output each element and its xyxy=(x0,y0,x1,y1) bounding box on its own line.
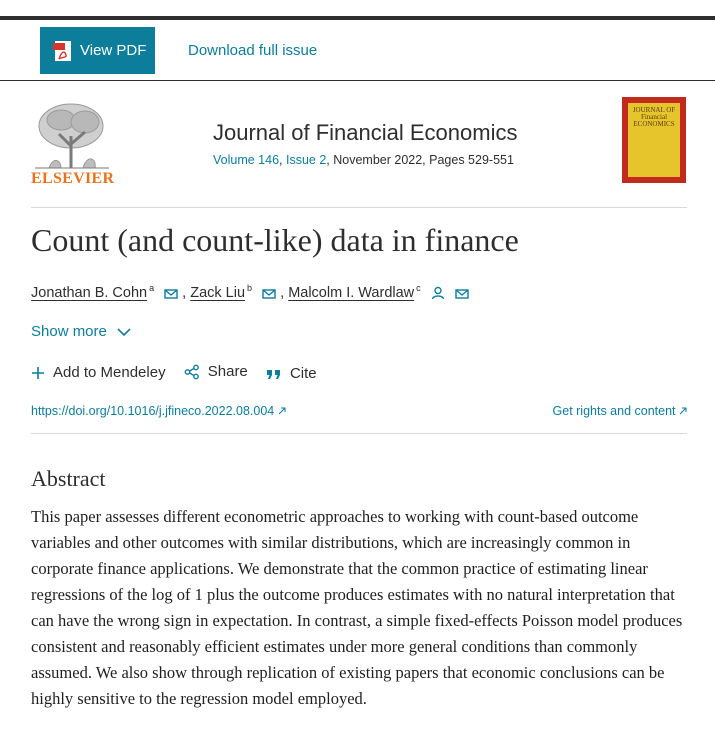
author-link-cohn[interactable]: Jonathan B. Cohn xyxy=(31,285,148,301)
plus-icon xyxy=(31,366,45,380)
author-affil-liu[interactable]: b xyxy=(247,283,253,293)
quote-icon xyxy=(266,368,282,380)
journal-cover-image[interactable] xyxy=(622,97,686,183)
pdf-icon xyxy=(52,39,74,63)
share-icon xyxy=(184,364,200,380)
issue-date-pages: , November 2022, Pages 529-551 xyxy=(326,153,514,167)
doi-text: https://doi.org/10.1016/j.jfineco.2022.08.004 xyxy=(31,404,275,418)
mail-icon[interactable] xyxy=(164,288,178,300)
abstract-text: This paper assesses different econometric approaches to working with count-based outcome variables and other outcomes with similar distributions, which are increasingly common in corporate finance applications. We demonstrate that the common practice of estimating linear regressions of the log of 1 plus the outcome produces estimates with no natural interpretation that can have the wrong sign in expectation. In contrast, a simple fixed-effects Poisson model produces consistent and reasonably efficient estimates under more general conditions than commonly assumed. We also show through replication of existing papers that economic conclusions can be highly sensitive to the regression model employed. xyxy=(31,507,683,708)
divider xyxy=(31,433,687,434)
get-rights-link[interactable] xyxy=(553,404,687,418)
external-link-icon xyxy=(278,407,286,415)
view-pdf-label: View PDF xyxy=(80,42,147,59)
cite-button[interactable] xyxy=(266,365,317,382)
mail-icon[interactable] xyxy=(455,288,469,300)
show-more-label: Show more xyxy=(31,323,107,340)
divider xyxy=(31,207,687,208)
abstract-heading: Abstract xyxy=(31,466,106,491)
publisher-wordmark[interactable]: ELSEVIER xyxy=(31,170,115,187)
article-title: Count (and count-like) data in finance xyxy=(31,222,519,258)
author-affil-cohn[interactable]: a xyxy=(149,283,155,293)
issue-link[interactable]: Issue 2 xyxy=(285,153,327,167)
chevron-down-icon xyxy=(117,328,131,337)
mail-icon[interactable] xyxy=(262,288,276,300)
volume-link[interactable]: Volume 146 xyxy=(213,153,280,167)
show-more-button[interactable] xyxy=(31,323,131,340)
add-to-mendeley-button[interactable] xyxy=(31,364,166,381)
journal-meta: Volume 146, Issue 2, November 2022, Pages 529-551 xyxy=(213,153,514,167)
external-link-icon xyxy=(679,407,687,415)
share-button[interactable] xyxy=(184,363,248,380)
author-affil-wardlaw[interactable]: c xyxy=(416,283,421,293)
rights-text: Get rights and content xyxy=(552,404,676,418)
download-full-issue-link[interactable]: Download full issue xyxy=(188,42,318,59)
article-toolbar xyxy=(0,20,715,81)
author-link-wardlaw[interactable]: Malcolm I. Wardlaw xyxy=(288,285,415,301)
author-list: Jonathan B. Cohn $^a$ , Zack Liu $^b$ , Malcolm I. Wardlaw $^c$ xyxy=(31,283,469,301)
cover-title: JOURNAL OF Financial ECONOMICS xyxy=(632,106,676,128)
view-pdf-button[interactable] xyxy=(40,27,155,74)
mendeley-label: Add to Mendeley xyxy=(53,364,166,381)
doi-link[interactable] xyxy=(31,404,286,418)
person-icon[interactable] xyxy=(431,286,445,300)
author-link-liu[interactable]: Zack Liu xyxy=(190,285,246,301)
cite-label: Cite xyxy=(289,365,317,382)
journal-title[interactable]: Journal of Financial Economics xyxy=(213,120,518,145)
share-label: Share xyxy=(207,363,248,380)
article-actions xyxy=(31,363,331,384)
